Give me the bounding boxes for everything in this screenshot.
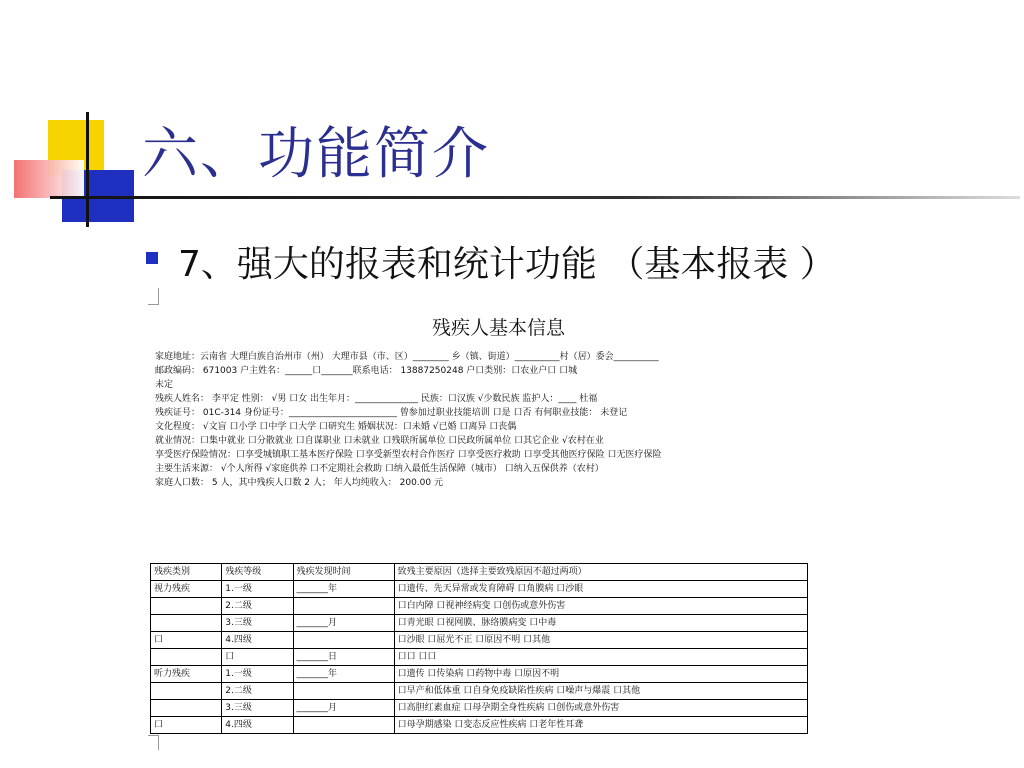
form-line: 主要生活来源： √个人所得 √家庭供养 口不定期社会救助 口纳入最低生活保障（城市） 口纳入五保供养（农村） (155, 464, 604, 474)
table-cell: 3.三级 (222, 700, 293, 717)
table-cell (151, 683, 222, 700)
table-cell: 口高胆红素血症 口母孕期全身性疾病 口创伤或意外伤害 (394, 700, 807, 717)
table-cell (151, 700, 222, 717)
table-cell: 1.一级 (222, 581, 293, 598)
form-fields (155, 350, 810, 490)
form-line: 家庭地址：云南省 大理白族自治州市（州） 大理市县（市、区）________ 乡（镇、街道）__________村（居）委会__________ (155, 352, 659, 362)
form-line: 家庭人口数： 5 人，其中残疾人口数 2 人； 年人均纯收入： 200.00 元 (155, 478, 443, 488)
table-cell: 口 (222, 649, 293, 666)
form-line: 残疾证号： 01C-314 身份证号：________________________ 曾参加过职业技能培训 口是 口否 有何职业技能： 未登记 (155, 408, 628, 418)
form-line: 文化程度： √文盲 口小学 口中学 口大学 口研究生 婚姻状况：口未婚 √已婚 口离异 口丧偶 (155, 422, 517, 432)
table-row (151, 666, 808, 683)
table-cell (151, 598, 222, 615)
table-cell: _______年 (293, 581, 394, 598)
form-line: 未定 (155, 380, 174, 390)
table-cell: 口白内障 口视神经病变 口创伤或意外伤害 (394, 598, 807, 615)
table-row (151, 598, 808, 615)
table-cell: 口遗传、先天异常或发育障碍 口角膜病 口沙眼 (394, 581, 807, 598)
crop-mark-bottom (148, 735, 159, 750)
table-row (151, 632, 808, 649)
table-cell: _______月 (293, 615, 394, 632)
form-line: 享受医疗保险情况：口享受城镇职工基本医疗保险 口享受新型农村合作医疗 口享受医疗救助 口享受其他医疗保险 口无医疗保险 (155, 450, 662, 460)
crop-mark-top (148, 288, 159, 305)
form-line: 邮政编码： 671003 户主姓名：______口_______联系电话： 13887250248 户口类别：口农业户口 口城 (155, 366, 578, 376)
table-cell: 视力残疾 (151, 581, 222, 598)
table-cell: 听力残疾 (151, 666, 222, 683)
table-cell: _______年 (293, 666, 394, 683)
table-cell (293, 632, 394, 649)
table-cell: _______日 (293, 649, 394, 666)
table-cell: 口口 口口 (394, 649, 807, 666)
table-cell: 口遗传 口传染病 口药物中毒 口原因不明 (394, 666, 807, 683)
table-cell: 口早产和低体重 口自身免疫缺陷性疾病 口噪声与爆震 口其他 (394, 683, 807, 700)
table-cell: 1.一级 (222, 666, 293, 683)
slide-title: 六、功能简介 (142, 122, 490, 187)
table-cell (151, 649, 222, 666)
table-header-cell: 致残主要原因（选择主要致残原因不超过两项） (394, 564, 807, 581)
table-cell: 4.四级 (222, 717, 293, 734)
table-row (151, 683, 808, 700)
disability-table (150, 563, 808, 734)
table-cell: 口 (151, 632, 222, 649)
table-cell (293, 598, 394, 615)
table-cell (293, 683, 394, 700)
title-underline (50, 196, 1020, 199)
form-line: 残疾人姓名： 李平定 性别： √男 口女 出生年月：______________ 民族：口汉族 √少数民族 监护人：____ 杜福 (155, 394, 598, 404)
table-header-cell: 残疾发现时间 (293, 564, 394, 581)
table-header-cell: 残疾类别 (151, 564, 222, 581)
decor-red-bar (14, 160, 84, 198)
document-heading: 残疾人基本信息 (432, 317, 566, 339)
table-row (151, 700, 808, 717)
table-cell: _______月 (293, 700, 394, 717)
table-cell: 4.四级 (222, 632, 293, 649)
table-cell: 3.三级 (222, 615, 293, 632)
table-cell: 口青光眼 口视网膜、脉络膜病变 口中毒 (394, 615, 807, 632)
table-header-cell: 残疾等级 (222, 564, 293, 581)
table-cell: 2.二级 (222, 683, 293, 700)
decor-vertical-line (86, 112, 89, 227)
table-cell: 口沙眼 口屈光不正 口原因不明 口其他 (394, 632, 807, 649)
table-row (151, 649, 808, 666)
table-cell (151, 615, 222, 632)
table-row (151, 717, 808, 734)
form-line: 就业情况：口集中就业 口分散就业 口自谋职业 口未就业 口残联所属单位 口民政所属单位 口其它企业 √农村在业 (155, 436, 604, 446)
bullet-square-icon (146, 252, 158, 264)
table-cell: 口母孕期感染 口变态反应性疾病 口老年性耳聋 (394, 717, 807, 734)
table-row (151, 581, 808, 598)
table-cell (293, 717, 394, 734)
table-row (151, 615, 808, 632)
table-cell: 口 (151, 717, 222, 734)
table-cell: 2.二级 (222, 598, 293, 615)
slide-subtitle: 7、强大的报表和统计功能 （基本报表 ） (178, 244, 836, 285)
table-header-row (151, 564, 808, 581)
